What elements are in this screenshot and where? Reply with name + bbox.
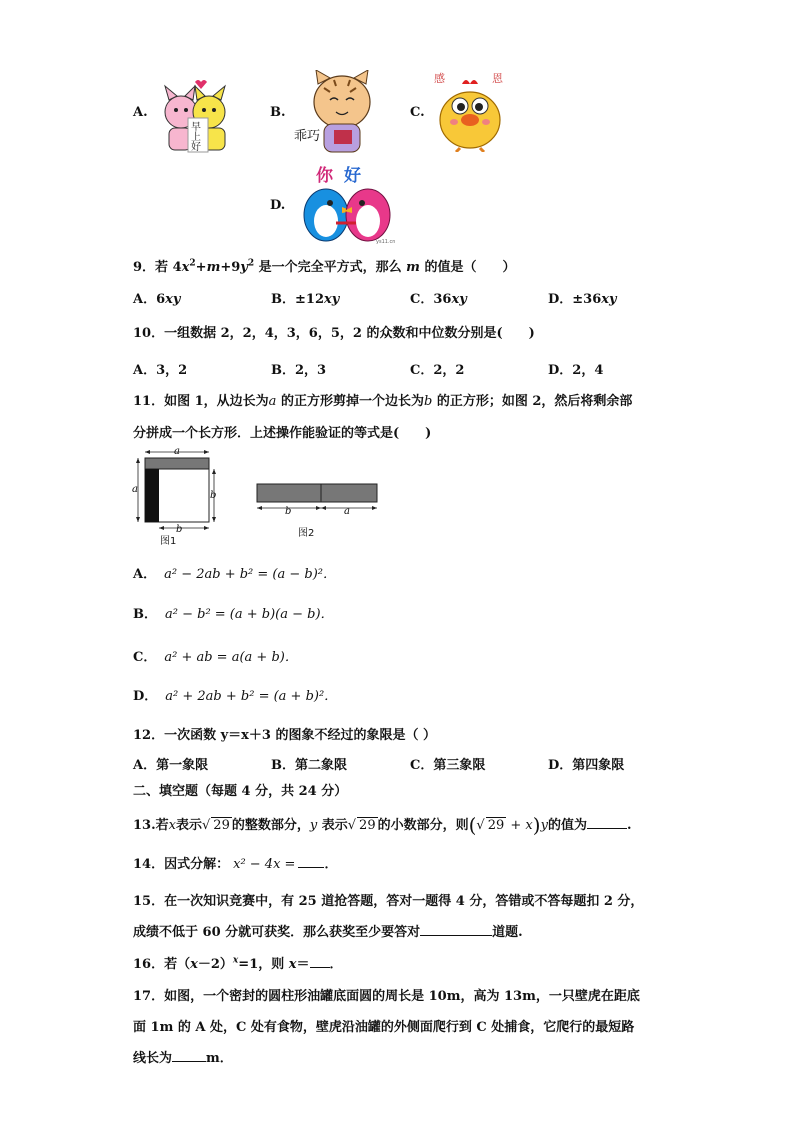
question-11-line-1 bbox=[133, 390, 632, 409]
question-text: 面 1m 的 A 处，C 处有食物，壁虎沿油罐的外侧面爬行到 C 处捕食，它爬行的最短路 bbox=[133, 1020, 635, 1035]
option-expression: a² + ab = a(a + b)． bbox=[164, 650, 298, 665]
question-14 bbox=[133, 853, 337, 872]
option-var: xy bbox=[601, 292, 617, 307]
figure-1-square bbox=[132, 446, 222, 548]
question-text: 在一次知识竞赛中，有 25 道抢答题，答对一题得 4 分，答错或不答每题扣 2 分， bbox=[164, 894, 644, 909]
q9-option-a bbox=[133, 288, 180, 307]
option-value: 第三象限 bbox=[433, 758, 486, 773]
option-label: D． bbox=[548, 292, 573, 307]
q12-option-d bbox=[548, 754, 624, 773]
question-text: 的小数部分，则 bbox=[377, 818, 469, 833]
image-caption-text: 乖巧 bbox=[294, 129, 321, 144]
label-a: a bbox=[344, 506, 350, 517]
q11-option-a bbox=[133, 563, 336, 582]
question-text: 如图 1，从边长为 bbox=[164, 394, 269, 409]
option-value: 3，2 bbox=[156, 363, 188, 378]
q10-option-a bbox=[133, 359, 187, 378]
option-value: 2，2 bbox=[433, 363, 465, 378]
option-var: xy bbox=[451, 292, 467, 307]
question-text: 线长为 bbox=[133, 1051, 173, 1066]
option-value: 第二象限 bbox=[295, 758, 348, 773]
question-text: 成绩不低于 60 分就可获奖．那么获奖至少要答对 bbox=[133, 925, 421, 940]
var-x: x bbox=[190, 957, 198, 972]
option-label: B. bbox=[270, 105, 286, 120]
sign-text-2: 上 bbox=[191, 132, 201, 143]
question-number: 9． bbox=[133, 260, 156, 275]
option-value: 36 bbox=[433, 292, 452, 307]
plus-sign: + bbox=[195, 260, 207, 275]
option-label: D. bbox=[270, 198, 286, 213]
option-label: A. bbox=[133, 105, 148, 120]
label-b: b bbox=[285, 506, 292, 517]
question-9 bbox=[133, 256, 515, 275]
exponent: 2 bbox=[189, 258, 196, 269]
question-number: 10． bbox=[133, 326, 165, 341]
var-m: m bbox=[206, 260, 221, 275]
question-12 bbox=[133, 724, 436, 743]
question-text: －2） bbox=[197, 957, 233, 972]
question-15-line-2 bbox=[133, 921, 523, 940]
option-label: D． bbox=[133, 689, 158, 704]
question-10 bbox=[133, 322, 535, 341]
option-label: C． bbox=[410, 292, 434, 307]
question-text: 若（ bbox=[164, 957, 191, 972]
sqrt-29: 29 bbox=[359, 818, 376, 833]
penguins-hello-image bbox=[296, 163, 396, 245]
label-b-right: b bbox=[210, 490, 217, 501]
question-text: 的正方形剪掉一个边长为 bbox=[276, 394, 424, 409]
q12-option-b bbox=[271, 754, 347, 773]
answer-blank[interactable] bbox=[587, 816, 627, 829]
question-number: 12． bbox=[133, 728, 165, 743]
question-text: 分拼成一个长方形．上述操作能验证的等式是( ) bbox=[133, 426, 432, 441]
image-text-2: 好 bbox=[344, 166, 361, 186]
sqrt-29: 29 bbox=[487, 818, 505, 833]
option-expression: a² + 2ab + b² = (a + b)²． bbox=[165, 689, 338, 704]
period: ． bbox=[329, 957, 343, 972]
exponent: 2 bbox=[247, 258, 255, 269]
sqrt-29: 29 bbox=[213, 818, 230, 833]
q11-option-b bbox=[133, 603, 334, 622]
sign-text-1: 早 bbox=[191, 122, 201, 133]
q8-option-d bbox=[270, 163, 400, 245]
question-text: 的正方形；如图 2，然后将剩余部 bbox=[432, 394, 633, 409]
q10-option-d bbox=[548, 359, 603, 378]
option-var: xy bbox=[165, 292, 181, 307]
var-x: x bbox=[168, 818, 176, 833]
option-value: ±12 bbox=[295, 292, 324, 307]
q10-option-c bbox=[410, 359, 464, 378]
watermark-text: ys11.cn bbox=[376, 239, 396, 245]
question-16 bbox=[133, 953, 343, 972]
option-value: ±36 bbox=[572, 292, 602, 307]
q12-option-c bbox=[410, 754, 485, 773]
question-11-line-2 bbox=[133, 422, 431, 441]
option-value: 第四象限 bbox=[572, 758, 625, 773]
var-m: m bbox=[406, 260, 420, 275]
option-expression: a² − 2ab + b² = (a − b)²． bbox=[164, 567, 336, 582]
question-text: 一次函数 y＝x＋3 的图象不经过的象限是（ ） bbox=[164, 728, 437, 743]
plus-nine: +9 bbox=[220, 260, 241, 275]
tiger-cat-image bbox=[294, 70, 386, 156]
plus-x: + x bbox=[506, 818, 533, 833]
exponent-x: x bbox=[232, 955, 239, 966]
q11-option-c bbox=[133, 646, 298, 665]
sign-text-3: 好 bbox=[191, 142, 201, 153]
chick-thanks-image bbox=[432, 70, 508, 152]
option-label: B． bbox=[271, 363, 295, 378]
answer-blank[interactable] bbox=[298, 855, 324, 868]
q9-option-d bbox=[548, 288, 617, 307]
answer-blank[interactable] bbox=[172, 1049, 206, 1062]
question-text: ＝ bbox=[296, 957, 310, 972]
question-number: 14． bbox=[133, 857, 165, 872]
option-label: A． bbox=[133, 292, 157, 307]
option-value: 2，3 bbox=[295, 363, 327, 378]
question-17-line-3 bbox=[133, 1047, 233, 1066]
question-text: 如图，一个密封的圆柱形油罐底面圆的周长是 10m，高为 13m，一只壁虎在距底 bbox=[164, 989, 640, 1004]
q9-text: 是一个完全平方式，那么 bbox=[254, 260, 407, 275]
var-x: x bbox=[288, 957, 297, 972]
question-text: 的值为 bbox=[547, 818, 587, 833]
question-text: =1，则 bbox=[238, 957, 289, 972]
question-text: 道题. bbox=[492, 925, 523, 940]
answer-blank[interactable] bbox=[420, 923, 492, 936]
q12-option-a bbox=[133, 754, 208, 773]
question-17-line-2 bbox=[133, 1016, 634, 1035]
figure-1-caption: 图1 bbox=[160, 536, 177, 547]
option-label: B． bbox=[271, 758, 295, 773]
image-text-1: 感 bbox=[434, 72, 445, 85]
question-text: 因式分解： bbox=[164, 857, 230, 872]
question-15-line-1 bbox=[133, 890, 643, 909]
question-13: 13.若x表示√ 29 的整数部分，y 表示√ 29 的小数部分，则(√ 29 + x)y的值为 . bbox=[133, 813, 632, 837]
var-x: x bbox=[181, 260, 190, 275]
period: . bbox=[626, 818, 632, 833]
label-a-left: a bbox=[132, 484, 138, 495]
label-a-top: a bbox=[174, 446, 180, 457]
option-label: C． bbox=[410, 758, 434, 773]
option-var: xy bbox=[323, 292, 340, 307]
question-17-line-1 bbox=[133, 985, 640, 1004]
figure-2-rectangle bbox=[252, 478, 382, 542]
answer-blank[interactable] bbox=[310, 955, 330, 968]
option-label: D． bbox=[548, 363, 573, 378]
var-b: b bbox=[423, 394, 433, 409]
q9-option-c bbox=[410, 288, 467, 307]
option-label: C． bbox=[410, 363, 434, 378]
question-text: 若 bbox=[155, 818, 169, 833]
q10-option-b bbox=[271, 359, 326, 378]
figure-2-caption: 图2 bbox=[298, 528, 315, 539]
question-text: 的整数部分， bbox=[231, 818, 310, 833]
label-b-bottom: b bbox=[176, 524, 183, 535]
question-text: 表示 bbox=[175, 818, 202, 833]
q9-text: 若 4 bbox=[155, 260, 182, 275]
option-label: A． bbox=[133, 758, 157, 773]
option-label: B． bbox=[133, 607, 157, 622]
q11-option-d bbox=[133, 685, 337, 704]
image-text-1: 你 bbox=[316, 166, 333, 186]
option-label: C． bbox=[133, 650, 157, 665]
period: ． bbox=[324, 857, 338, 872]
option-label: D． bbox=[548, 758, 573, 773]
option-value: 6 bbox=[156, 292, 166, 307]
q8-option-b bbox=[270, 70, 390, 158]
question-number: 15． bbox=[133, 894, 165, 909]
question-text: m． bbox=[206, 1051, 233, 1066]
cats-good-morning-image bbox=[155, 78, 241, 154]
option-label: C. bbox=[410, 105, 425, 120]
var-a: a bbox=[268, 394, 277, 409]
option-label: A． bbox=[133, 363, 157, 378]
question-number: 11． bbox=[133, 394, 165, 409]
question-text: 表示 bbox=[317, 818, 348, 833]
option-value: 第一象限 bbox=[156, 758, 209, 773]
image-text-2: 恩 bbox=[492, 72, 503, 85]
var-y: y bbox=[540, 818, 548, 833]
option-value: 2，4 bbox=[572, 363, 604, 378]
q8-option-c bbox=[410, 70, 510, 154]
q9-option-b bbox=[271, 288, 339, 307]
q8-option-a bbox=[133, 78, 243, 156]
question-text: 一组数据 2，2，4，3，6，5，2 的众数和中位数分别是( ) bbox=[164, 326, 535, 341]
expression: x² − 4x = bbox=[233, 857, 296, 872]
option-label: B． bbox=[271, 292, 295, 307]
option-expression: a² − b² = (a + b)(a − b)． bbox=[165, 607, 334, 622]
var-y: y bbox=[240, 260, 248, 275]
question-number: 17． bbox=[133, 989, 165, 1004]
q9-text: 的值是（ ） bbox=[419, 260, 516, 275]
option-label: A． bbox=[133, 567, 157, 582]
section-title: 二、填空题（每题 4 分，共 24 分） bbox=[133, 784, 348, 799]
var-y: y bbox=[309, 818, 318, 833]
question-number: 13. bbox=[133, 818, 156, 833]
question-number: 16． bbox=[133, 957, 165, 972]
